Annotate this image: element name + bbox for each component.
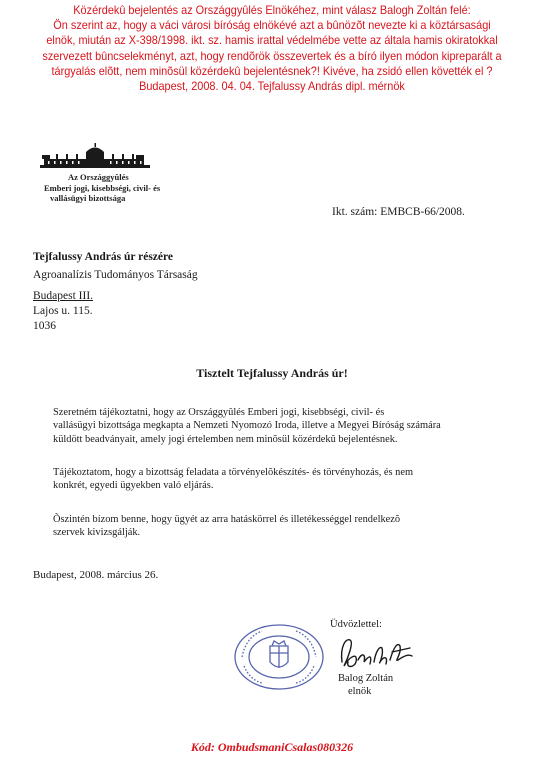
- committee-line: vallásügyi bizottsága: [50, 193, 126, 203]
- date-line: Budapest, 2008. március 26.: [33, 569, 159, 581]
- committee-line: Az Országgyûlés: [68, 172, 129, 182]
- body-paragraph: [53, 513, 513, 540]
- body-paragraph: [53, 466, 513, 493]
- reference-number: Ikt. szám: EMBCB-66/2008.: [332, 206, 465, 218]
- recipient-organization: Agroanalízis Tudományos Társaság: [33, 269, 198, 281]
- header-line: Budapest, 2008. 04. 04. Tejfalussy András dipl. mérnök: [139, 80, 405, 94]
- recipient-name: Tejfalussy András úr részére: [33, 251, 174, 263]
- signer-block: [338, 672, 393, 698]
- address-street: Lajos u. 115.: [33, 305, 93, 317]
- header-line: Ön szerint az, hogy a váci városi bíróság elnökévé azt a bûnözõt nevezte ki a köztársasági: [53, 19, 491, 33]
- address-block: [33, 289, 93, 334]
- red-header-note: [16, 3, 527, 94]
- recipient-block: [33, 248, 198, 284]
- address-postcode: 1036: [33, 320, 56, 332]
- header-line: szervezett bûncselekményt, azt, hogy rendõrök összevertek és a bíró ilyen módon kipreparált a: [42, 49, 502, 63]
- address-city: Budapest III.: [33, 290, 94, 302]
- paragraph-line: vallásügyi bizottsága megkapta a Nemzeti Nyomozó Iroda, illetve a Megyei Bíróság számára: [53, 420, 441, 432]
- header-line: Közérdekû bejelentés az Országgyûlés Elnökéhez, mint válasz Balogh Zoltán felé:: [73, 4, 471, 17]
- official-stamp: [232, 622, 326, 692]
- paragraph-line: Tájékoztatom, hogy a bizottság feladata a törvényelõkészítés- és törvényhozás, és nem: [53, 467, 414, 478]
- paragraph-line: küldött beadványait, amely jogi értelemben nem minõsül közérdekû bejelentésnek.: [53, 433, 398, 445]
- signer-role: elnök: [348, 686, 372, 697]
- greeting: Üdvözlettel:: [330, 619, 382, 630]
- footer-code: Kód: OmbudsmaniCsalas080326: [190, 740, 354, 754]
- salutation: Tisztelt Tejfalussy András úr!: [196, 366, 348, 380]
- header-line: tárgyalás elõtt, nem minõsül közérdekû bejelentésnek?! Kivéve, ha zsidó ellen követték el ?: [51, 64, 493, 78]
- body-paragraph: [53, 406, 513, 446]
- parliament-building-logo: [36, 143, 156, 173]
- committee-name: [44, 172, 184, 204]
- paragraph-line: konkrét, egyedi ügyekben való eljárás.: [53, 480, 214, 492]
- signer-name: Balog Zoltán: [338, 673, 394, 684]
- paragraph-line: Szeretném tájékoztatni, hogy az Országgyûlés Emberi jogi, kisebbségi, civil- és: [53, 407, 385, 418]
- committee-line: Emberi jogi, kisebbségi, civil- és: [44, 182, 161, 193]
- paragraph-line: Õszintén bízom benne, hogy ügyét az arra hatáskörrel és illetékességgel rendelkezõ: [53, 514, 401, 525]
- paragraph-line: szervek kivizsgálják.: [53, 527, 141, 539]
- header-line: elnök, miután az X-398/1998. ikt. sz. hamis irattal védelmébe vette az általa hamis okiratokkal: [46, 34, 498, 48]
